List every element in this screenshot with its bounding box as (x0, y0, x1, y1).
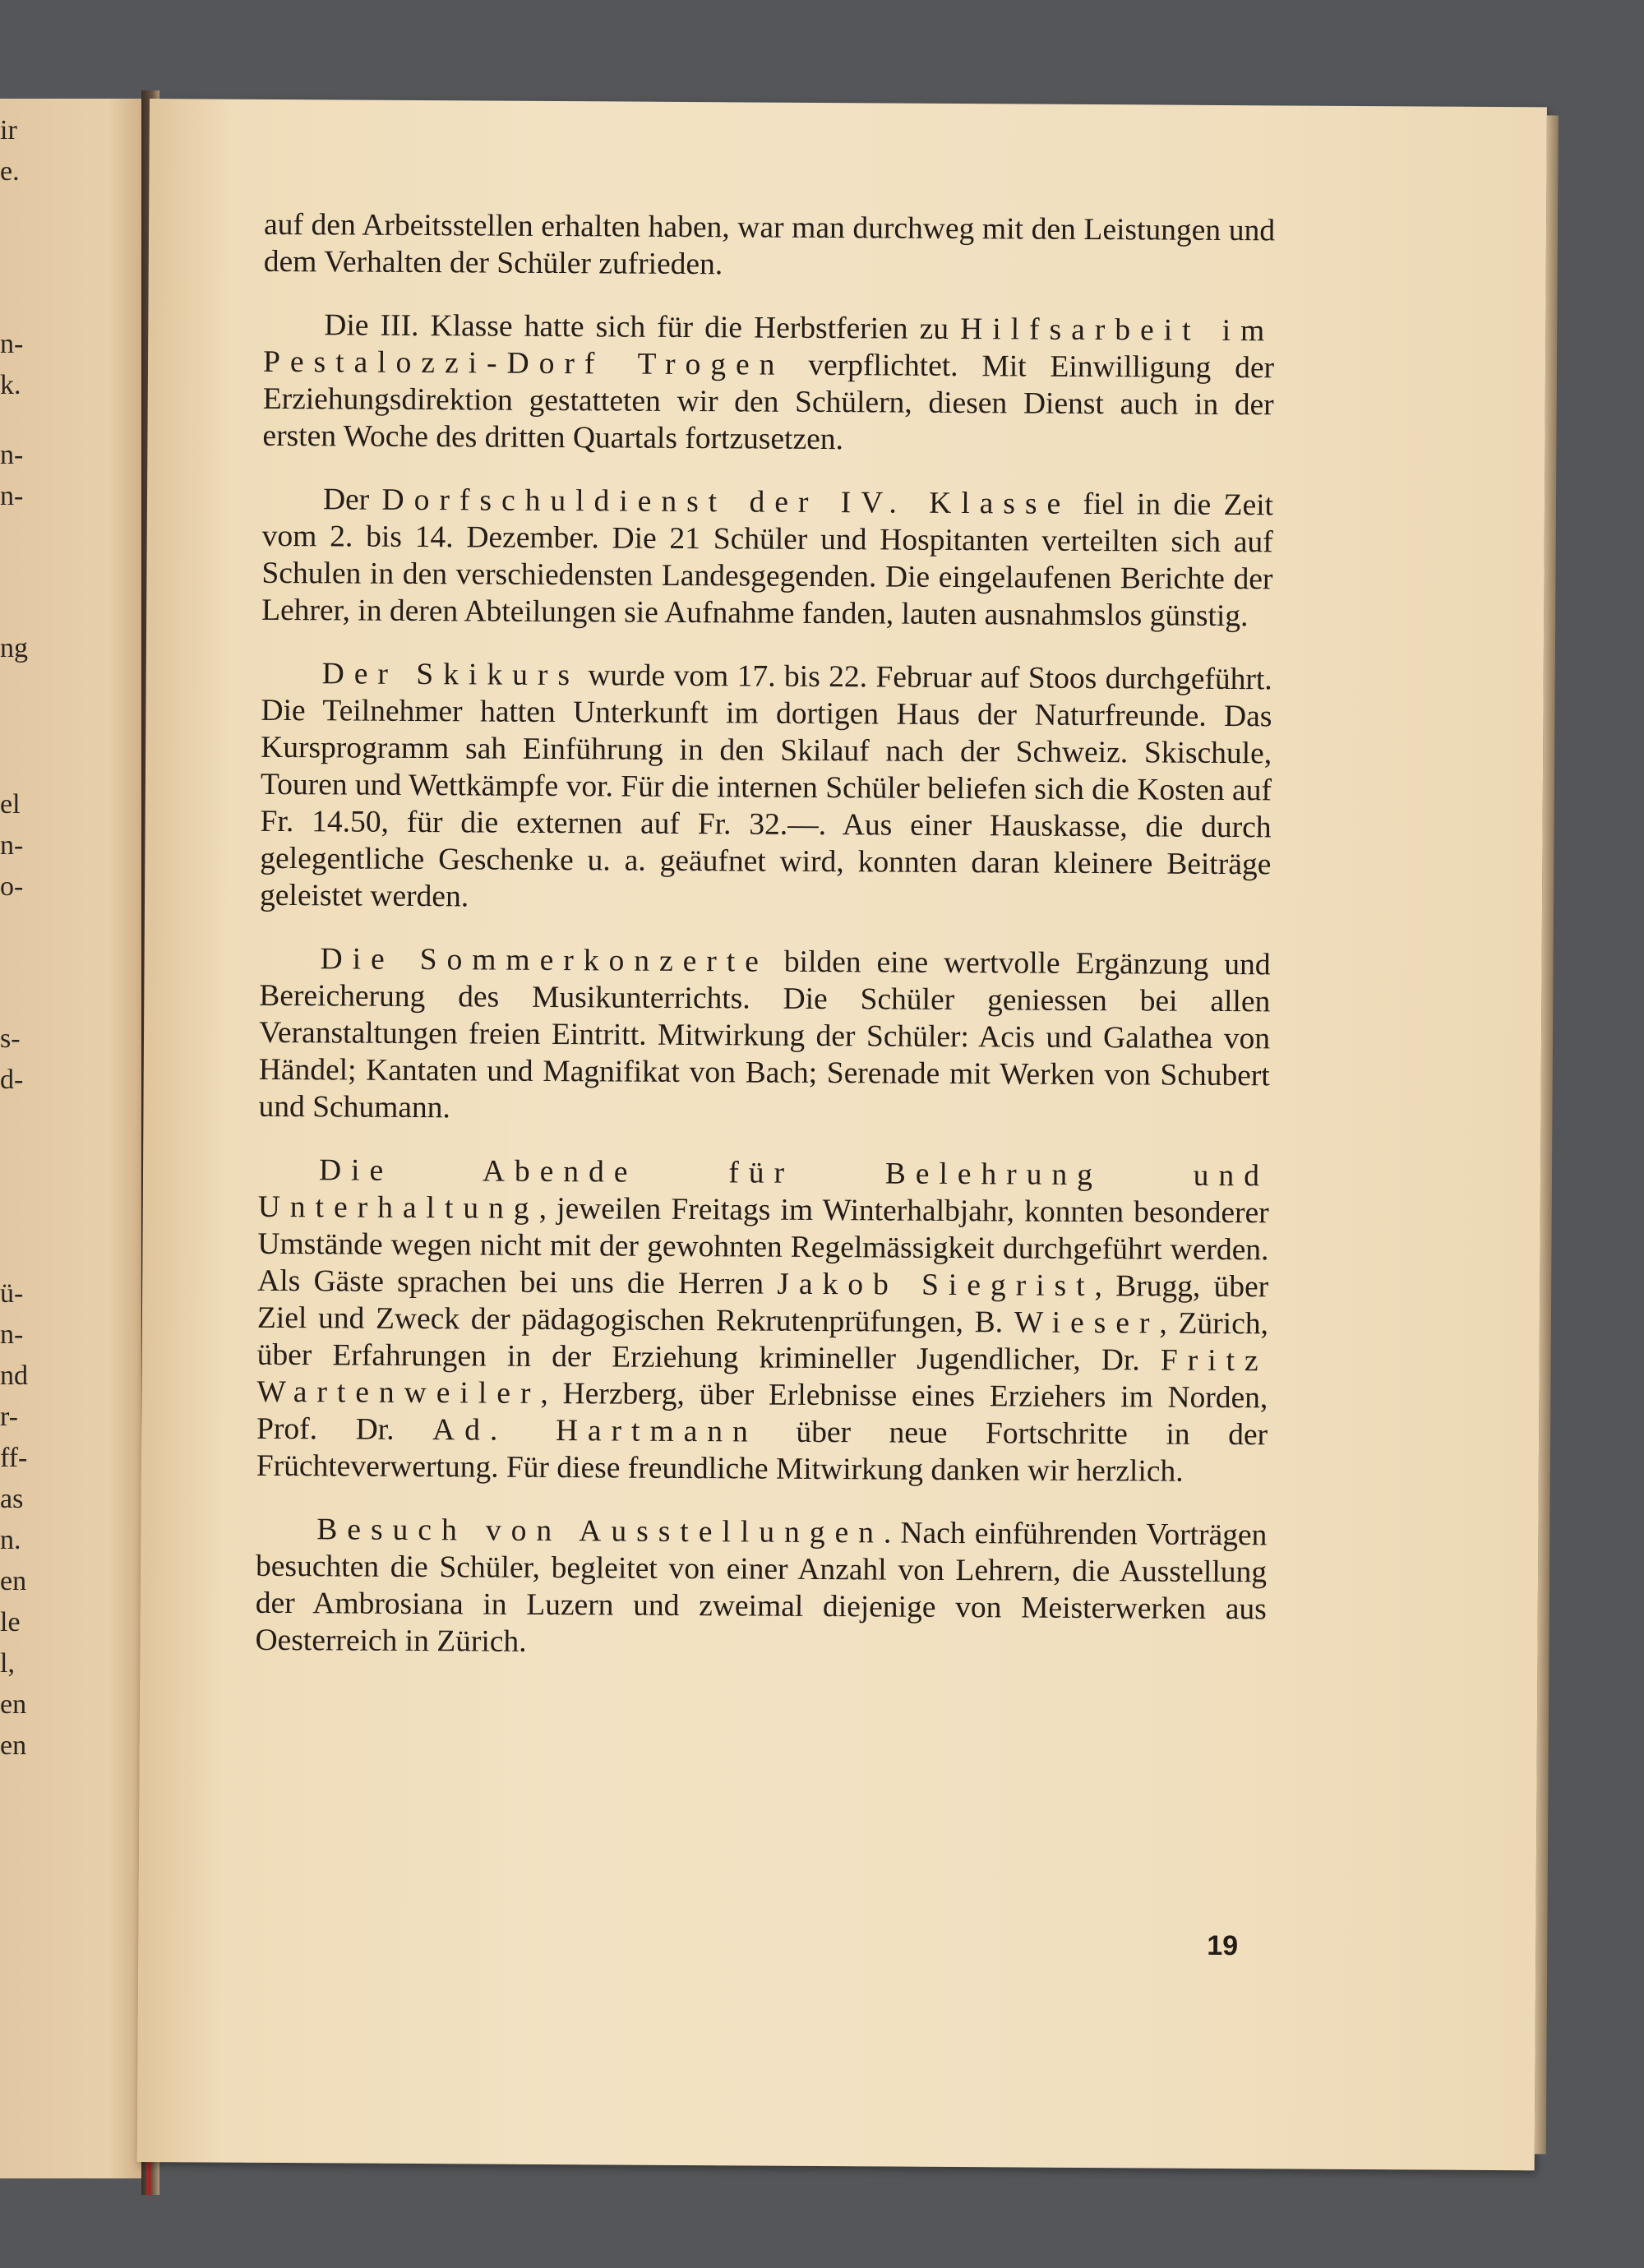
margin-fragment: le (0, 1607, 21, 1637)
text-run: , jeweilen Freitags im Winterhalbjahr, konnten besonderer Umstände wegen nicht mit der gewohnten Regelmässigkeit durchgeführt werden. Als Gäste sprachen bei uns die Herren (257, 1191, 1269, 1301)
spaced-emphasis: Jakob Siegrist (777, 1267, 1095, 1304)
text-run: Der (322, 483, 382, 517)
text-run: Die III. Klasse hatte sich für die Herbstferien zu (324, 308, 961, 347)
right-page (137, 99, 1547, 2170)
margin-fragment: n. (0, 1525, 21, 1555)
spaced-emphasis: Hilfsarbeit im Pestalozzi-Dorf Trogen (262, 312, 1275, 382)
paragraph (264, 206, 1276, 287)
margin-fragment: as (0, 1484, 24, 1514)
paragraph (261, 481, 1273, 635)
spaced-emphasis: Der Skikurs (321, 657, 580, 693)
spaced-emphasis: Dorfschuldienst der IV. Klasse (381, 483, 1071, 521)
text-run: . Nach einführenden Vorträgen besuchten die Schüler, begleitet von einer Anzahl von Lehrern, die Ausstellung der Ambrosiana in Luzern und zweimal diejenige von Meisterwerken aus Oesterreich in Zürich. (255, 1516, 1268, 1659)
margin-fragment: s- (0, 1023, 21, 1054)
margin-fragment: k. (0, 370, 21, 400)
page-number: 19 (1207, 1929, 1239, 1962)
text-run: über neue Fortschritte in der Früchteverwertung. Für diese freundliche Mitwirkung danken wir herzlich. (256, 1415, 1268, 1489)
text-run: , Brugg, über Ziel und Zweck der pädagogischen Rekrutenprüfungen, B. (256, 1269, 1269, 1340)
margin-fragment: en (0, 1730, 27, 1761)
spaced-emphasis: Wieser (1014, 1305, 1160, 1341)
paragraph (258, 940, 1270, 1132)
margin-fragment: l, (0, 1648, 15, 1679)
margin-fragment: en (0, 1689, 27, 1720)
paragraph (256, 1152, 1269, 1491)
margin-fragment: o- (0, 871, 24, 902)
paragraph (262, 307, 1274, 461)
margin-fragment: en (0, 1566, 27, 1596)
text-run: wurde vom 17. bis 22. Februar auf Stoos durchgeführt. Die Teilnehmer hatten Unterkunft im dortigen Haus der Naturfreunde. Das Kursprogramm sah Einführung in den Skilauf nach der Schweiz. Skischule, Touren und Wettkämpfe vor. Für die internen Schüler beliefen sich die Kosten auf Fr. 14.50, für die externen auf Fr. 32.—. Aus einer Hauskasse, die durch gelegentliche Geschenke u. a. geäufnet wird, konnten daran kleinere Beiträge geleistet werden. (259, 658, 1272, 914)
margin-fragment: n- (0, 440, 24, 470)
margin-fragment: n- (0, 830, 24, 861)
margin-fragment: d- (0, 1065, 24, 1095)
spaced-emphasis: Besuch von Ausstellungen (316, 1513, 884, 1550)
margin-fragment: nd (0, 1360, 28, 1391)
margin-fragment: n- (0, 481, 24, 511)
margin-fragment: ir (0, 115, 17, 146)
margin-fragment: ff- (0, 1443, 28, 1473)
margin-fragment: el (0, 789, 21, 820)
margin-fragment: n- (0, 1319, 24, 1350)
margin-fragment: r- (0, 1402, 18, 1432)
spaced-emphasis: Fritz Wartenweiler (256, 1343, 1268, 1411)
margin-fragment: ng (0, 633, 28, 663)
text-run: auf den Arbeitsstellen erhalten haben, war man durchweg mit den Leistungen und dem Verhalten der Schüler zufrieden. (263, 207, 1276, 282)
margin-fragment: n- (0, 329, 24, 359)
paragraph (255, 1511, 1267, 1665)
text-run: verpflichtet. Mit Einwilligung der Erziehungsdirektion gestatteten wir den Schülern, diesen Dienst auch in der ersten Woche des dritten Quartals fortzusetzen. (262, 348, 1275, 457)
spaced-emphasis: Ad. Hartmann (432, 1413, 758, 1449)
margin-fragment: ü- (0, 1278, 24, 1309)
text-run: fiel in die Zeit vom 2. bis 14. Dezember. Die 21 Schüler und Hospitanten verteilten sich auf Schulen in den verschiedensten Landesgegenden. Die eingelaufenen Berichte der Lehrer, in deren Abteilungen sie Aufnahme fanden, lauten ausnahmslos günstig. (261, 487, 1274, 634)
text-run: , Zürich, über Erfahrungen in der Erziehung krimineller Jugendlicher, Dr. (256, 1306, 1269, 1378)
text-run: bilden eine wertvolle Ergänzung und Bereicherung des Musikunterrichts. Die Schüler geniessen bei allen Veranstaltungen freien Eintritt. Mitwirkung der Schüler: Acis und Galathea von Händel; Kantaten und Magnifikat von Bach; Serenade mit Werken von Schubert und Schumann. (258, 945, 1271, 1125)
page-body (255, 206, 1275, 1691)
text-run: , Herzberg, über Erlebnisse eines Erziehers im Norden, Prof. Dr. (256, 1376, 1268, 1448)
margin-fragment: e. (0, 156, 20, 187)
spaced-emphasis: Die Abende für Belehrung und Unterhaltung (257, 1153, 1270, 1226)
paragraph (260, 655, 1272, 921)
left-page (0, 99, 155, 2178)
spaced-emphasis: Die Sommerkonzerte (320, 942, 769, 979)
